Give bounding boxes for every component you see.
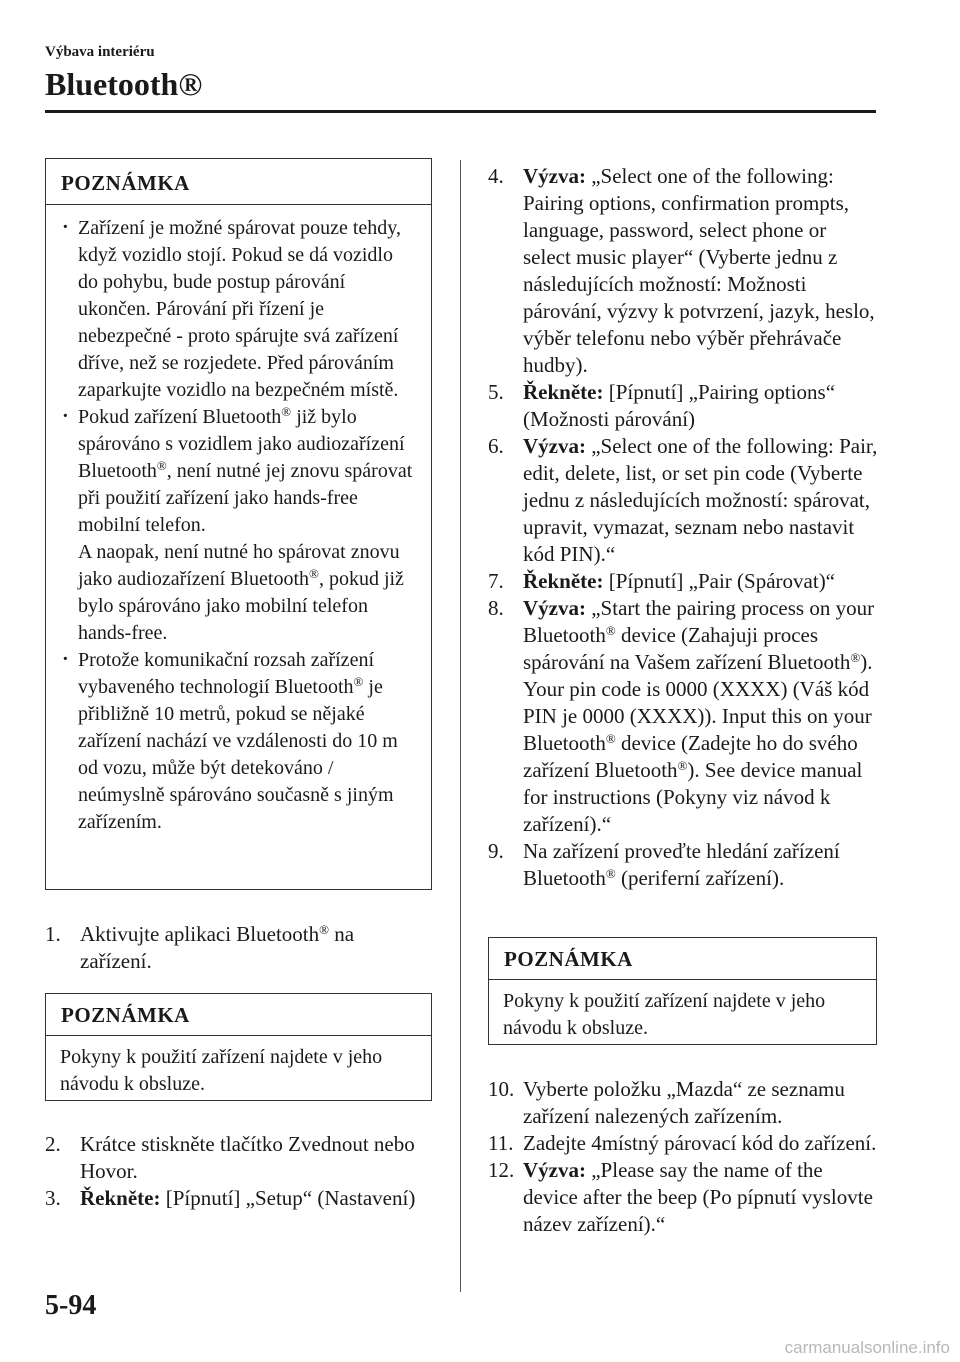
steps-list-4: [488, 1076, 878, 1238]
list-item: 9. Na zařízení proveďte hledání zařízení Bluetooth® (periferní zařízení).: [488, 839, 840, 890]
note-bullet: · Protože komunikační rozsah zařízení vybaveného technologií Bluetooth® je přibližně 10 metrů, pokud se nějaké zařízení nachází ve vzdálenosti do 10 m od vozu, může být detekováno / neúmyslně spárováno současně s jiným zařízením.: [60, 647, 417, 836]
note-box-1: [45, 158, 432, 890]
list-item: 3. Řekněte: [Pípnutí] „Setup“ (Nastavení): [45, 1186, 416, 1210]
list-item: 8. Výzva: „Start the pairing process on your Bluetooth® device (Zahajuji proces spárování na Vašem zařízení Bluetooth®). Your pin code is 0000 (XXXX) (Váš kód PIN je 0000 (XXXX)). Input this on your Bluetooth® device (Zadejte ho do svého zařízení Bluetooth®). See device manual for instructions (Pokyny viz návod k zařízení).“: [488, 596, 875, 836]
note-heading: POZNÁMKA: [46, 994, 431, 1036]
list-item: 5. Řekněte: [Pípnutí] „Pairing options“ (Možnosti párování): [488, 380, 836, 431]
steps-list-1: [45, 921, 425, 975]
list-item: 10. Vyberte položku „Mazda“ ze seznamu zařízení nalezených zařízením.: [488, 1077, 845, 1128]
list-item: 4. Výzva: „Select one of the following: Pairing options, confirmation prompts, language, password, select phone or select music player“ (Vyberte jednu z následujících možností: Možnosti párování, výzvy k potvrzení, jazyk, heslo, výběr telefonu nebo výběr přehrávače hudby).: [488, 164, 875, 377]
note-bullet: · Zařízení je možné spárovat pouze tehdy, když vozidlo stojí. Pokud se dá vozidlo do pohybu, bude postup párování ukončen. Párování při řízení je nebezpečné - proto spárujte svá zařízení dříve, než se rozjedete. Před párováním zaparkujte vozidlo na bezpečném místě.: [60, 215, 417, 404]
list-item: 1. Aktivujte aplikaci Bluetooth® na zařízení.: [45, 922, 355, 973]
page-number: 5-94: [45, 1290, 97, 1321]
steps-list-3: [488, 163, 878, 892]
chapter-title: Bluetooth®: [45, 66, 203, 102]
note-body: [46, 205, 431, 844]
column-divider: [460, 160, 461, 1292]
list-item: 12. Výzva: „Please say the name of the device after the beep (Po pípnutí vyslovte název zařízení).“: [488, 1158, 873, 1236]
note-box-3: [488, 937, 877, 1045]
steps-list-2: [45, 1131, 425, 1212]
note-body: Pokyny k použití zařízení najdete v jeho návodu k obsluze.: [503, 990, 826, 1039]
list-item: 7. Řekněte: [Pípnutí] „Pair (Spárovat)“: [488, 569, 836, 593]
list-item: 6. Výzva: „Select one of the following: Pair, edit, delete, list, or set pin code (Vyberte jednu z následujících možností: spárovat, upravit, vymazat, seznam nebo nastavit kód PIN).“: [488, 434, 878, 566]
note-bullet: · Pokud zařízení Bluetooth® již bylo spárováno s vozidlem jako audiozařízení Bluetooth®, není nutné jej znovu spárovat při použití zařízení jako hands-free mobilní telefon. A naopak, není nutné ho spárovat znovu jako audiozařízení Bluetooth®, pokud již bylo spárováno jako mobilní telefon hands-free.: [60, 404, 417, 647]
note-heading: POZNÁMKA: [489, 938, 876, 980]
list-item: 2. Krátce stiskněte tlačítko Zvednout nebo Hovor.: [45, 1132, 415, 1183]
section-label: Výbava interiéru: [45, 44, 155, 60]
header-rule: [45, 110, 876, 113]
note-heading: POZNÁMKA: [46, 159, 431, 205]
list-item: 11. Zadejte 4místný párovací kód do zařízení.: [488, 1131, 877, 1155]
watermark: carmanualsonline.info: [784, 1338, 950, 1357]
note-body: Pokyny k použití zařízení najdete v jeho návodu k obsluze.: [60, 1046, 383, 1095]
note-box-2: [45, 993, 432, 1101]
